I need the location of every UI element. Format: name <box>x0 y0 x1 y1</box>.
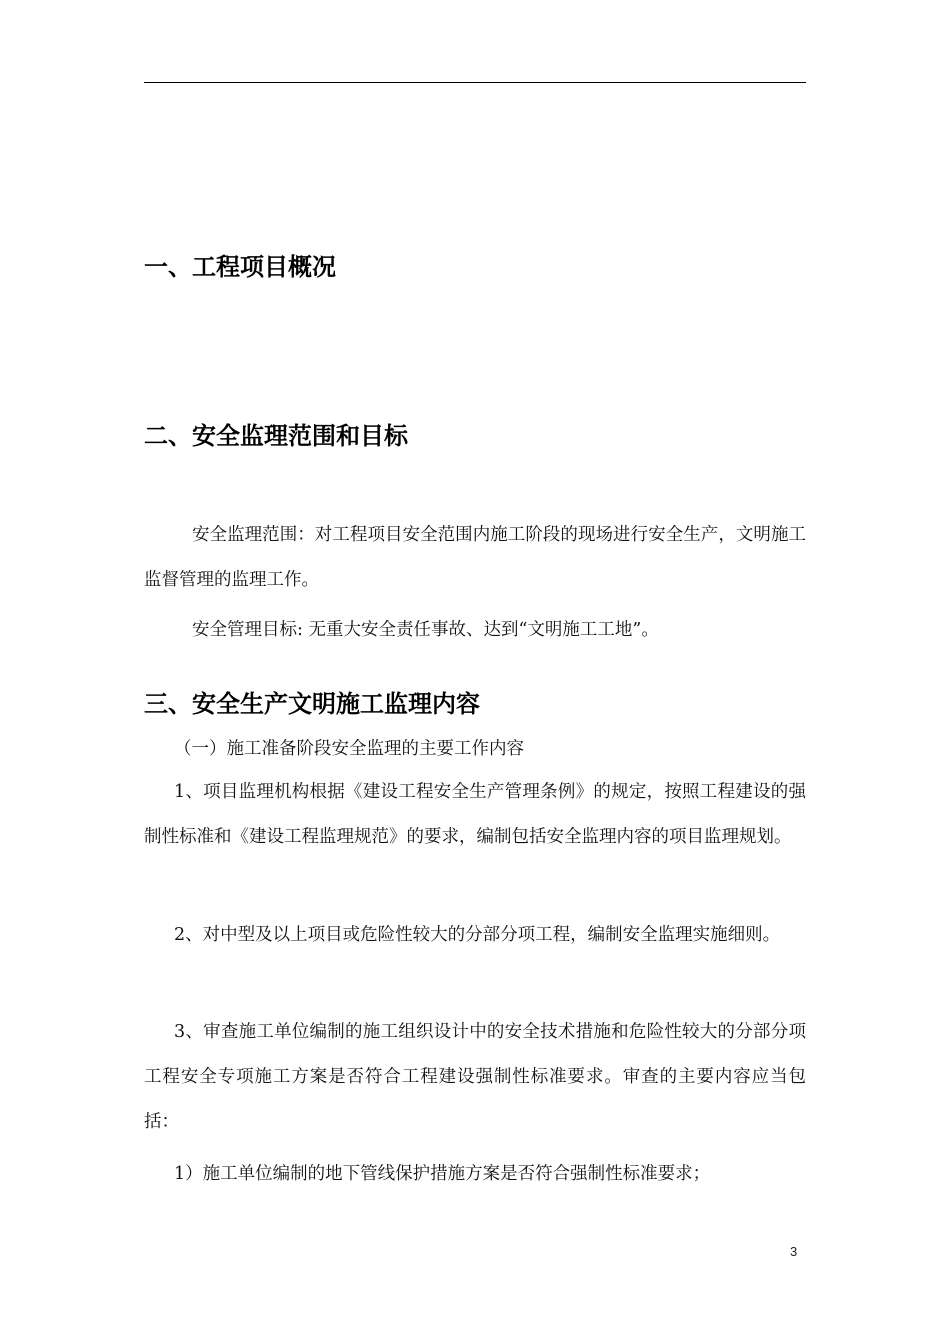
subsection-1-title: （一）施工准备阶段安全监理的主要工作内容 <box>174 739 524 759</box>
header-rule <box>144 82 806 83</box>
section-2-heading: 二、安全监理范围和目标 <box>144 422 408 450</box>
item-2-paragraph: 2、对中型及以上项目或危险性较大的分部分项工程，编制安全监理实施细则。 <box>174 925 781 945</box>
safety-scope-paragraph: 安全监理范围：对工程项目安全范围内施工阶段的现场进行安全生产，文明施工监督管理的监理工作。 <box>144 525 806 590</box>
item-3-1-paragraph: 1）施工单位编制的地下管线保护措施方案是否符合强制性标准要求； <box>174 1164 711 1184</box>
page-number: 3 <box>790 1244 798 1259</box>
item-3-paragraph: 3、审查施工单位编制的施工组织设计中的安全技术措施和危险性较大的分部分项工程安全专项施工方案是否符合工程建设强制性标准要求。审查的主要内容应当包括： <box>144 1022 806 1132</box>
item-1-paragraph: 1、项目监理机构根据《建设工程安全生产管理条例》的规定，按照工程建设的强制性标准和《建设工程监理规范》的要求，编制包括安全监理内容的项目监理规划。 <box>144 782 806 847</box>
safety-goal-paragraph: 安全管理目标: 无重大安全责任事故、达到“文明施工工地”。 <box>192 620 659 640</box>
section-3-heading: 三、安全生产文明施工监理内容 <box>144 690 480 718</box>
section-1-heading: 一、工程项目概况 <box>144 253 336 281</box>
